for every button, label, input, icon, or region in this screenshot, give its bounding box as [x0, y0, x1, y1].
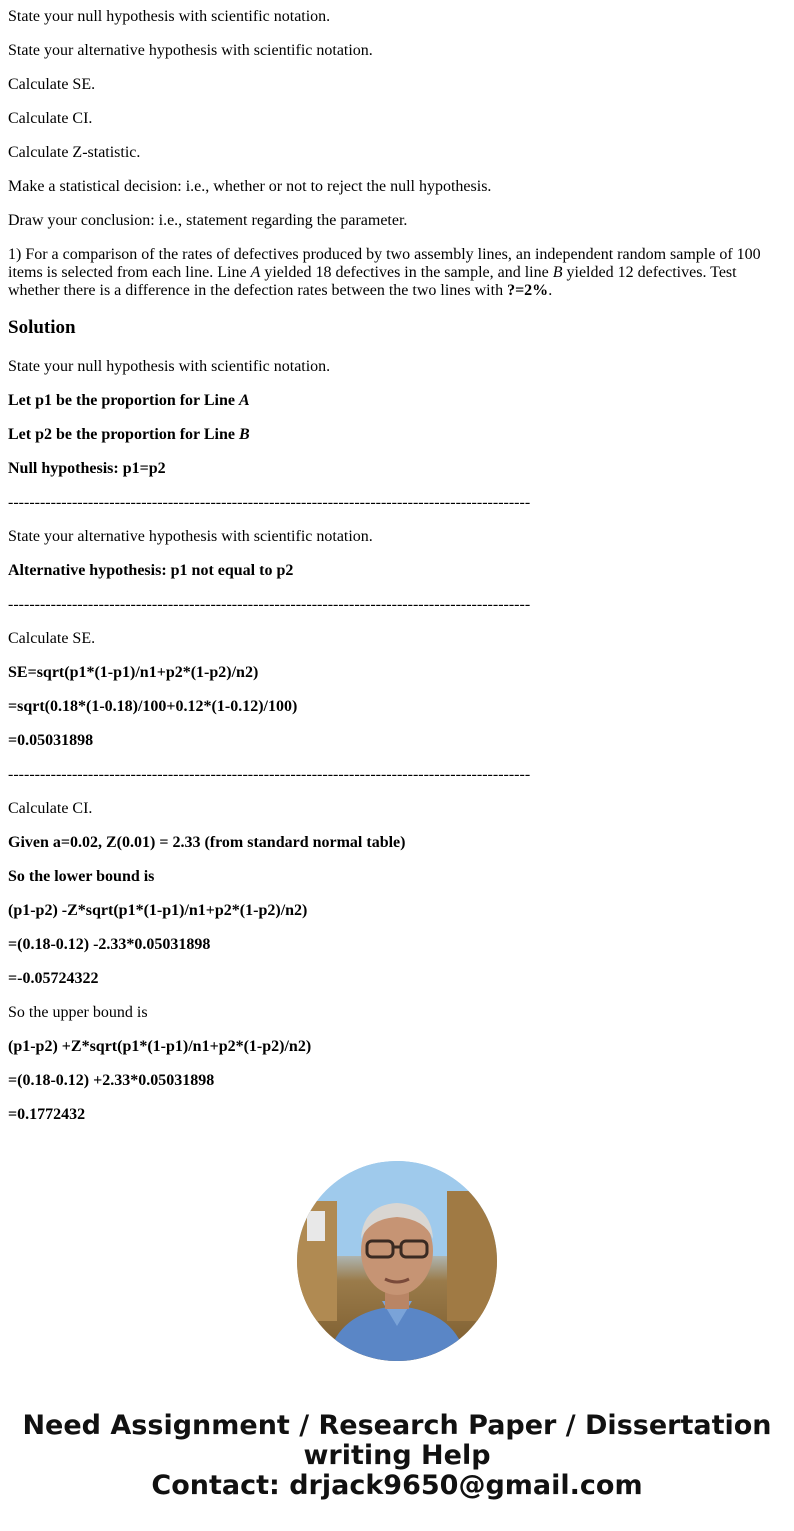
problem-statement: [8, 246, 786, 300]
person-portrait-icon: [297, 1161, 497, 1361]
lower-bound-label: So the lower bound is: [8, 868, 155, 885]
problem-text-3: yielded 12 defectives. Test whether there is a difference in the defection rates between the two lines with: [8, 264, 737, 299]
problem-line-a: A: [250, 264, 261, 281]
let-p1: [8, 392, 786, 410]
let-p1-text: Let p1 be the proportion for Line: [8, 392, 239, 409]
upper-bound-substitution: =(0.18-0.12) +2.33*0.05031898: [8, 1072, 215, 1089]
let-p1-line: A: [238, 392, 250, 409]
lower-bound-substitution: =(0.18-0.12) -2.33*0.05031898: [8, 936, 211, 953]
footer-contact[interactable]: Contact: drjack9650@gmail.com: [151, 1470, 643, 1501]
problem-line-b: B: [552, 264, 563, 281]
footer-line-1: Need Assignment / Research Paper / Dissertation: [22, 1410, 772, 1441]
se-value: =0.05031898: [8, 732, 94, 749]
task-null: State your null hypothesis with scientific notation.: [8, 8, 331, 25]
let-p2: [8, 426, 786, 444]
solution-ci-prompt: Calculate CI.: [8, 800, 93, 817]
author-avatar: [297, 1161, 497, 1361]
solution-null-prompt: State your null hypothesis with scientific notation.: [8, 358, 331, 375]
upper-bound-value: =0.1772432: [8, 1106, 86, 1123]
footer-promo: [0, 1411, 794, 1501]
se-substitution: =sqrt(0.18*(1-0.18)/100+0.12*(1-0.12)/100): [8, 698, 298, 715]
se-formula: SE=sqrt(p1*(1-p1)/n1+p2*(1-p2)/n2): [8, 664, 259, 681]
let-p2-line: B: [238, 426, 250, 443]
separator-1: --------------------------------------------------------------------------------------------------: [8, 494, 531, 511]
avatar-photo: [297, 1161, 497, 1361]
task-conclusion: Draw your conclusion: i.e., statement regarding the parameter.: [8, 212, 408, 229]
problem-alpha: ?=2%: [507, 282, 549, 299]
task-decision: Make a statistical decision: i.e., whether or not to reject the null hypothesis.: [8, 178, 492, 195]
solution-alt-prompt: State your alternative hypothesis with scientific notation.: [8, 528, 373, 545]
problem-text-1: 1) For a comparison of the rates of defectives produced by two assembly lines, an independent random sample of 100 items is selected from each line. Line: [8, 246, 761, 281]
lower-bound-formula: (p1-p2) -Z*sqrt(p1*(1-p1)/n1+p2*(1-p2)/n2): [8, 902, 308, 919]
task-se: Calculate SE.: [8, 76, 96, 93]
task-z: Calculate Z-statistic.: [8, 144, 141, 161]
separator-2: --------------------------------------------------------------------------------------------------: [8, 596, 531, 613]
task-alternative: State your alternative hypothesis with scientific notation.: [8, 42, 373, 59]
upper-bound-formula: (p1-p2) +Z*sqrt(p1*(1-p1)/n1+p2*(1-p2)/n2): [8, 1038, 312, 1055]
footer-line-2: writing Help: [303, 1440, 491, 1471]
let-p2-text: Let p2 be the proportion for Line: [8, 426, 239, 443]
problem-end: .: [548, 282, 553, 299]
solution-heading: Solution: [8, 317, 76, 338]
alt-hypothesis: Alternative hypothesis: p1 not equal to p2: [8, 562, 294, 579]
problem-text-2: yielded 18 defectives in the sample, and line: [260, 264, 553, 281]
solution-se-prompt: Calculate SE.: [8, 630, 96, 647]
separator-3: --------------------------------------------------------------------------------------------------: [8, 766, 531, 783]
task-ci: Calculate CI.: [8, 110, 93, 127]
document-body: [0, 8, 794, 1124]
null-hypothesis: Null hypothesis: p1=p2: [8, 460, 166, 477]
ci-given: Given a=0.02, Z(0.01) = 2.33 (from standard normal table): [8, 834, 406, 851]
upper-bound-label: So the upper bound is: [8, 1004, 148, 1021]
lower-bound-value: =-0.05724322: [8, 970, 99, 987]
